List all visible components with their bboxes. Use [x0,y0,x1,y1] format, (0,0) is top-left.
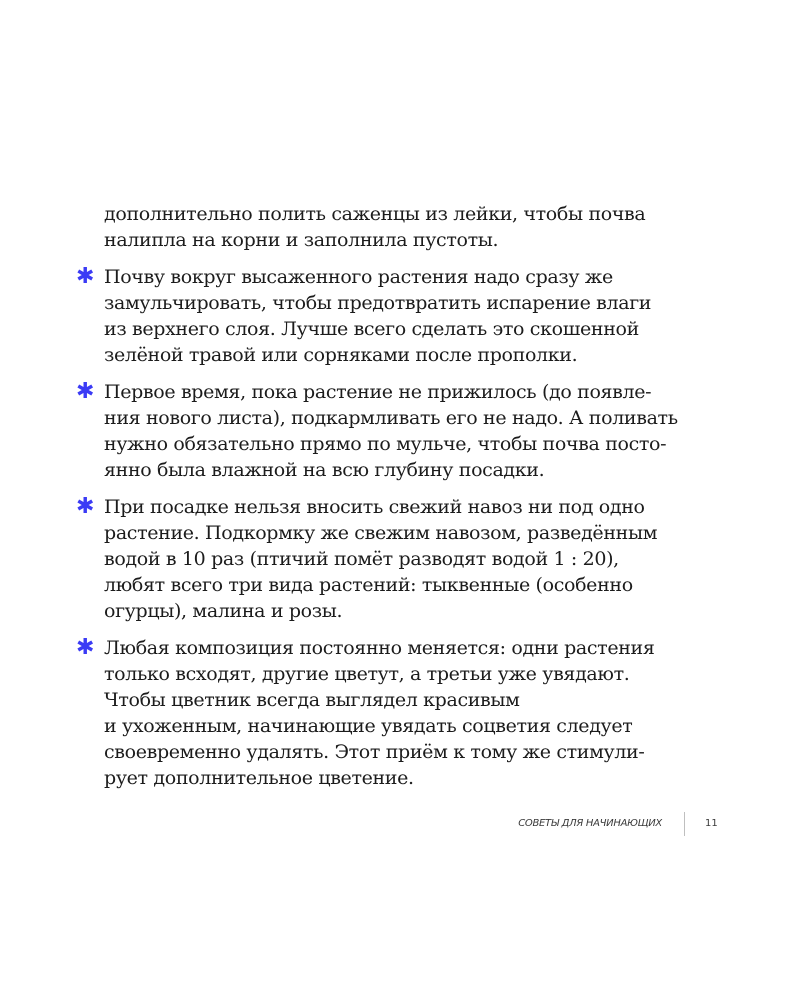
body-text [76,201,704,802]
text-line: При посадке нельзя вносить свежий навоз ни под одно [104,496,645,518]
text-line: огурцы), малина и розы. [104,600,343,622]
bullet-item-composition [76,635,704,791]
page-number: 11 [705,818,718,829]
text-line: Любая композиция постоянно меняется: одни растения [104,637,655,659]
text-line: налипла на корни и заполнила пустоты. [104,229,499,251]
text-line: янно была влажной на всю глубину посадки. [104,459,545,481]
text-line: замульчировать, чтобы предотвратить испарение влаги [104,292,652,314]
bullet-item-watering [76,379,704,483]
asterisk-icon: ✱ [76,379,95,404]
text-line: Первое время, пока растение не прижилось (до появле- [104,381,652,403]
text-line: дополнительно полить саженцы из лейки, чтобы почва [104,203,646,225]
text-line: из верхнего слоя. Лучше всего сделать это скошенной [104,318,639,340]
text-line: нужно обязательно прямо по мульче, чтобы почва посто- [104,433,667,455]
text-line: ния нового листа), подкармливать его не надо. А поливать [104,407,678,429]
text-line: своевременно удалять. Этот приём к тому же стимули- [104,741,645,763]
text-line: Чтобы цветник всегда выглядел красивым [104,689,520,711]
page-footer [0,812,800,838]
text-line: зелёной травой или сорняками после прополки. [104,344,578,366]
text-line: рует дополнительное цветение. [104,767,414,789]
footer-divider [684,812,685,836]
bullet-item-mulch [76,264,704,368]
asterisk-icon: ✱ [76,494,95,519]
continuation-paragraph [104,201,704,253]
bullet-item-manure [76,494,704,624]
text-line: любят всего три вида растений: тыквенные (особенно [104,574,633,596]
asterisk-icon: ✱ [76,264,95,289]
asterisk-icon: ✱ [76,635,95,660]
running-title: СОВЕТЫ ДЛЯ НАЧИНАЮЩИХ [518,818,662,829]
text-line: растение. Подкормку же свежим навозом, разведённым [104,522,658,544]
text-line: только всходят, другие цветут, а третьи уже увядают. [104,663,630,685]
text-line: и ухоженным, начинающие увядать соцветия следует [104,715,633,737]
text-line: водой в 10 раз (птичий помёт разводят водой 1 : 20), [104,548,619,570]
text-line: Почву вокруг высаженного растения надо сразу же [104,266,613,288]
